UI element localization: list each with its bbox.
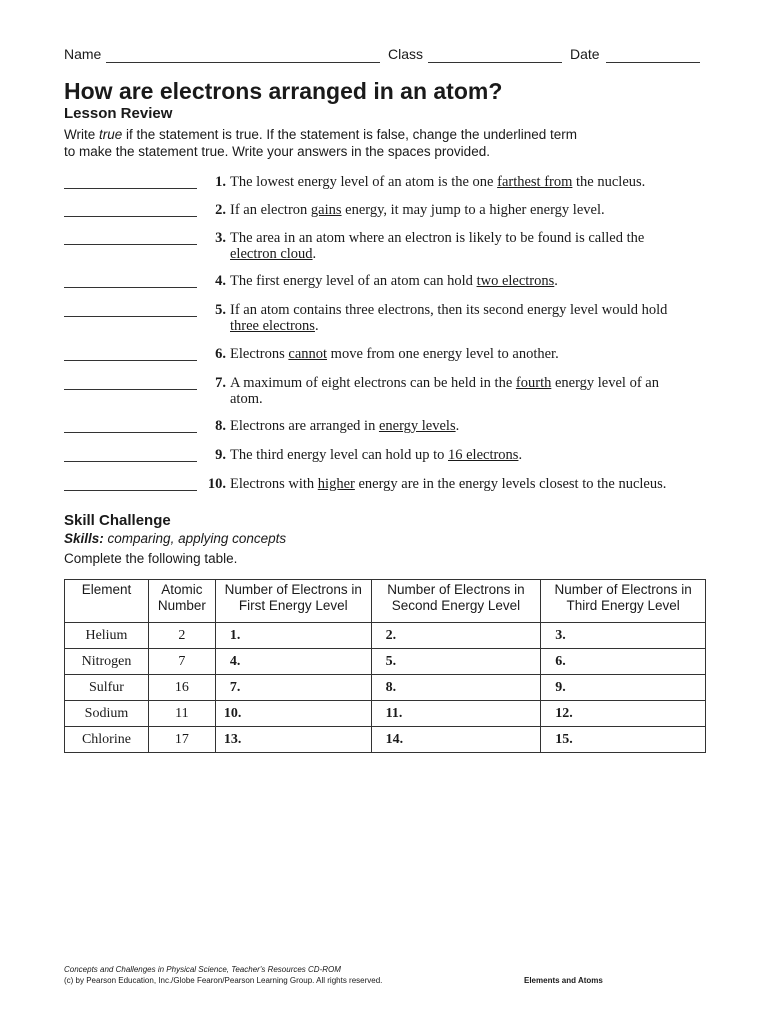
item-statement: [230, 273, 680, 289]
statement-text: The first energy level of an atom can hold: [230, 273, 477, 289]
answer-blank[interactable]: [64, 188, 197, 189]
item-number: 6.: [215, 346, 226, 362]
item-statement: [230, 174, 680, 190]
element-cell: Helium: [65, 623, 149, 649]
element-cell: Sodium: [65, 701, 149, 727]
underlined-term: gains: [310, 202, 342, 218]
item-statement: [230, 447, 680, 463]
date-field[interactable]: [606, 62, 700, 63]
answer-blank[interactable]: [64, 490, 197, 491]
statement-text: The lowest energy level of an atom is the one: [230, 174, 498, 190]
statement-text-end: .: [554, 273, 558, 289]
answer-blank[interactable]: [64, 432, 197, 433]
item-statement: [230, 202, 680, 218]
third-level-answer-cell[interactable]: 6.: [541, 649, 706, 675]
lesson-review-heading: Lesson Review: [64, 105, 173, 122]
statement-text-end: .: [314, 318, 319, 334]
second-level-answer-cell[interactable]: 14.: [371, 727, 541, 753]
header-second-level: Number of Electrons in Second Energy Level: [371, 580, 541, 623]
element-cell: Sulfur: [65, 675, 149, 701]
second-level-answer-cell[interactable]: 11.: [371, 701, 541, 727]
skills-text: comparing, applying concepts: [103, 531, 287, 546]
underlined-term: farthest from: [497, 174, 573, 190]
statement-text: Electrons are arranged in: [230, 418, 379, 434]
answer-blank[interactable]: [64, 389, 197, 390]
first-level-answer-cell[interactable]: 7.: [215, 675, 371, 701]
underlined-term: cannot: [288, 346, 328, 362]
statement-text: The area in an atom where an electron is likely to be found is called the: [230, 230, 645, 246]
item-statement: [230, 346, 680, 362]
item-number: 8.: [215, 418, 226, 434]
item-number: 1.: [215, 174, 226, 190]
first-level-answer-cell[interactable]: 13.: [215, 727, 371, 753]
table-row: [65, 675, 706, 701]
skill-challenge-heading: Skill Challenge: [64, 512, 171, 529]
table-header-row: [65, 580, 706, 623]
answer-blank[interactable]: [64, 244, 197, 245]
statement-text-end: move from one energy level to another.: [327, 346, 559, 362]
statement-text-end: energy level of an atom.: [230, 375, 659, 407]
underlined-term: higher: [317, 476, 355, 492]
statement-text: Electrons: [230, 346, 289, 362]
lesson-review-instruction: [64, 126, 584, 160]
item-statement: [230, 418, 680, 434]
third-level-answer-cell[interactable]: 12.: [541, 701, 706, 727]
statement-text-end: energy are in the energy levels closest to the nucleus.: [354, 476, 667, 492]
item-statement: [230, 375, 680, 407]
statement-text: If an atom contains three electrons, then its second energy level would hold: [230, 302, 668, 318]
item-number: 9.: [215, 447, 226, 463]
class-field[interactable]: [428, 62, 562, 63]
footer-source: Concepts and Challenges in Physical Science, Teacher's Resources CD-ROM: [64, 965, 341, 974]
atomic-number-cell: 2: [148, 623, 215, 649]
table-instruction: Complete the following table.: [64, 551, 238, 566]
underlined-term: fourth: [515, 375, 552, 391]
item-number: 2.: [215, 202, 226, 218]
item-number: 3.: [215, 230, 226, 246]
answer-blank[interactable]: [64, 216, 197, 217]
table-row: [65, 623, 706, 649]
table-row: [65, 649, 706, 675]
header-first-level: Number of Electrons in First Energy Level: [215, 580, 371, 623]
date-label: Date: [570, 46, 600, 62]
answer-blank[interactable]: [64, 461, 197, 462]
item-statement: [230, 302, 680, 334]
answer-blank[interactable]: [64, 316, 197, 317]
electron-table: [64, 579, 706, 753]
footer-unit: Elements and Atoms: [524, 976, 603, 985]
statement-text-end: the nucleus.: [572, 174, 646, 190]
third-level-answer-cell[interactable]: 9.: [541, 675, 706, 701]
third-level-answer-cell[interactable]: 3.: [541, 623, 706, 649]
statement-text-end: energy, it may jump to a higher energy level.: [341, 202, 605, 218]
page-title: How are electrons arranged in an atom?: [64, 78, 503, 104]
underlined-term: energy levels: [378, 418, 456, 434]
underlined-term: two electrons: [476, 273, 555, 289]
underlined-term: electron cloud: [230, 246, 313, 262]
statement-text-end: .: [518, 447, 523, 463]
class-label: Class: [388, 46, 424, 62]
item-statement: [230, 476, 680, 492]
header-atomic-number: Atomic Number: [148, 580, 215, 623]
item-statement: [230, 230, 680, 262]
first-level-answer-cell[interactable]: 10.: [215, 701, 371, 727]
element-cell: Nitrogen: [65, 649, 149, 675]
name-field[interactable]: [106, 62, 380, 63]
statement-text: If an electron: [230, 202, 311, 218]
instruction-text-rest: if the statement is true. If the statement is false, change the underlined term to make the statement true. Write your answers in the spaces provided.: [64, 127, 578, 159]
second-level-answer-cell[interactable]: 8.: [371, 675, 541, 701]
instruction-text: Write: [64, 127, 100, 142]
statement-text-end: .: [312, 246, 317, 262]
element-cell: Chlorine: [65, 727, 149, 753]
footer-credits: [64, 964, 382, 986]
table-row: [65, 727, 706, 753]
item-number: 4.: [215, 273, 226, 289]
second-level-answer-cell[interactable]: 5.: [371, 649, 541, 675]
item-number: 7.: [215, 375, 226, 391]
atomic-number-cell: 16: [148, 675, 215, 701]
footer-copyright: (c) by Pearson Education, Inc./Globe Fearon/Pearson Learning Group. All rights reserved.: [64, 976, 383, 985]
item-number: 5.: [215, 302, 226, 318]
name-label: Name: [64, 46, 102, 62]
atomic-number-cell: 7: [148, 649, 215, 675]
table-row: [65, 701, 706, 727]
first-level-answer-cell[interactable]: 1.: [215, 623, 371, 649]
statement-text-end: .: [455, 418, 460, 434]
header-third-level: Number of Electrons in Third Energy Level: [541, 580, 706, 623]
skills-line: [64, 531, 286, 546]
underlined-term: 16 electrons: [447, 447, 519, 463]
skills-label: Skills:: [64, 531, 104, 546]
instruction-emphasis: true: [99, 127, 123, 142]
atomic-number-cell: 17: [148, 727, 215, 753]
header-element: Element: [65, 580, 149, 623]
statement-text: The third energy level can hold up to: [230, 447, 448, 463]
statement-text: Electrons with: [230, 476, 318, 492]
item-number: 10.: [207, 476, 226, 492]
underlined-term: three electrons: [230, 318, 315, 334]
atomic-number-cell: 11: [148, 701, 215, 727]
second-level-answer-cell[interactable]: 2.: [371, 623, 541, 649]
answer-blank[interactable]: [64, 287, 197, 288]
third-level-answer-cell[interactable]: 15.: [541, 727, 706, 753]
first-level-answer-cell[interactable]: 4.: [215, 649, 371, 675]
statement-text: A maximum of eight electrons can be held in the: [230, 375, 516, 391]
answer-blank[interactable]: [64, 360, 197, 361]
